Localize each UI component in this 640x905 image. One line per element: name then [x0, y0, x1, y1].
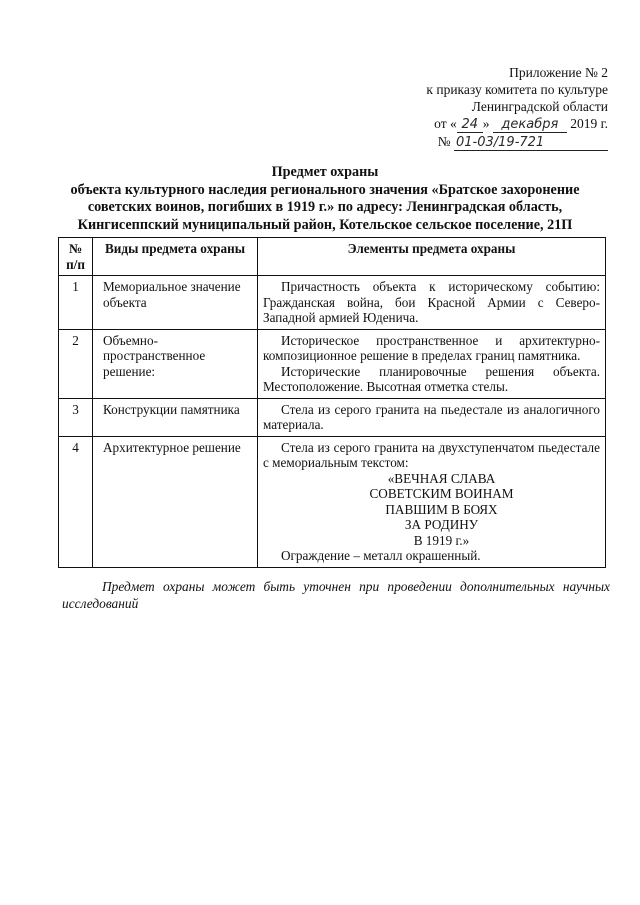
row-elements-text: Причастность объекта к историческому событию: Гражданская война, бои Красной Армии с Северо-Западной армией Юденича. [263, 279, 600, 325]
row-kind: Мемориальное значение объекта [93, 276, 258, 330]
date-day-handwritten: 24 [457, 117, 483, 133]
title-line-1: Предмет охраны [271, 164, 379, 180]
date-month-handwritten: декабря [493, 117, 567, 133]
memorial-inscription-line: ПАВШИМ В БОЯХ [385, 501, 498, 517]
title-line-2: объекта культурного наследия регионального значения «Братское захоронение [70, 181, 580, 198]
row-num: 4 [59, 436, 93, 567]
row-elements-text: Историческое пространственное и архитектурно-композиционное решение в пределах границ памятника. [263, 332, 600, 363]
memorial-inscription-line: В 1919 г.» [413, 532, 470, 548]
row-num: 2 [59, 329, 93, 398]
title-line-4: Кингисеппский муниципальный район, Котельское сельское поселение, 21П [77, 216, 573, 233]
row-elements [258, 398, 606, 436]
row-kind: Конструкции памятника [93, 398, 258, 436]
row-kind: Объемно-пространственное решение: [93, 329, 258, 398]
row-elements-text: Стела из серого гранита на пьедестале из аналогичного материала. [263, 401, 600, 432]
appendix-number-line [368, 133, 608, 151]
row-elements-text-2: Исторические планировочные решения объекта. Местоположение. Высотная отметка стелы. [263, 363, 600, 394]
row-elements [258, 329, 606, 398]
header-num: № п/п [59, 238, 93, 276]
protection-subject-table [58, 237, 606, 568]
row-num: 1 [59, 276, 93, 330]
order-number-handwritten: 01-03/19-721 [454, 135, 608, 151]
table-row [59, 436, 606, 567]
row-kind: Архитектурное решение [93, 436, 258, 567]
header-elements: Элементы предмета охраны [258, 238, 606, 276]
number-prefix: № [437, 134, 451, 149]
row-elements [258, 436, 606, 567]
appendix-order-ref: к приказу комитета по культуре [426, 82, 608, 97]
appendix-header [368, 64, 608, 151]
table-row [59, 329, 606, 398]
appendix-title: Приложение № 2 [509, 65, 608, 80]
row-elements-text: Стела из серого гранита на двухступенчатом пьедестале с мемориальным текстом: [263, 439, 600, 470]
memorial-inscription-line: СОВЕТСКИМ ВОИНАМ [369, 486, 514, 501]
header-kind: Виды предмета охраны [93, 238, 258, 276]
appendix-date-line [368, 115, 608, 133]
table-row [59, 276, 606, 330]
date-mid: » [482, 116, 490, 131]
row-num: 3 [59, 398, 93, 436]
row-elements-text-2: Ограждение – металл окрашенный. [281, 548, 481, 563]
date-prefix: от « [434, 116, 457, 131]
footnote: Предмет охраны может быть уточнен при проведении дополнительных научных исследований [62, 579, 610, 611]
table-header-row [59, 238, 606, 276]
table-row [59, 398, 606, 436]
row-elements [258, 276, 606, 330]
appendix-region: Ленинградской области [471, 99, 608, 114]
title-line-3: советских воинов, погибших в 1919 г.» по адресу: Ленинградская область, [87, 199, 563, 215]
memorial-inscription-line: «ВЕЧНАЯ СЛАВА [387, 470, 496, 486]
date-year: 2019 г. [570, 116, 608, 131]
document-title [40, 164, 610, 234]
memorial-inscription-line: ЗА РОДИНУ [404, 517, 479, 532]
